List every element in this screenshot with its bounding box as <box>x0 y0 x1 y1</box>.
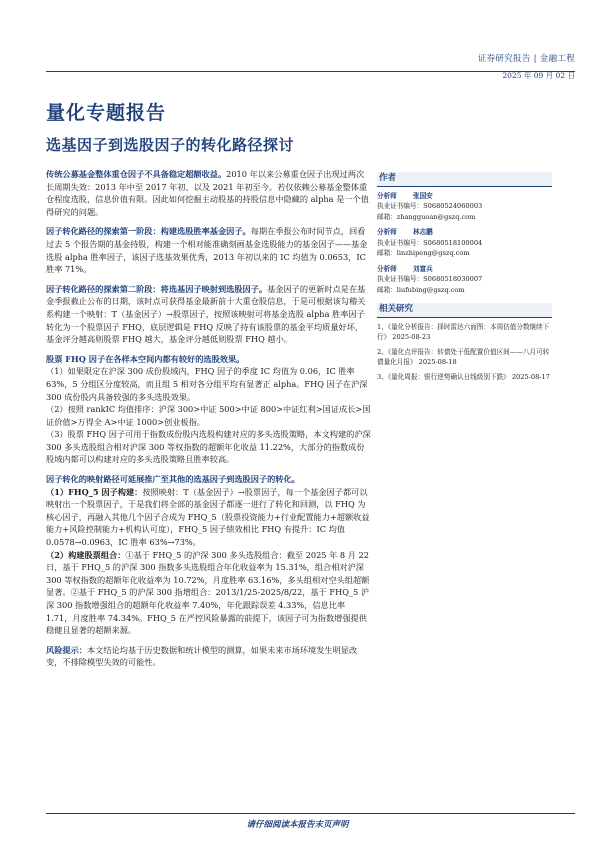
report-date: 2025 年 09 月 02 日 <box>502 71 575 80</box>
list-item: （2）按照 rankIC 均值排序：沪深 300>中证 500>中证 800>中证红利>国证成长>国证价值>万得全 A>中证 1000>创业板指。 <box>46 404 371 427</box>
related-research-link[interactable]: 3、《量化周报：银行逆势确认日线级别下跌》 2025-08-17 <box>377 372 550 381</box>
license-label: 执业证书编号： <box>377 238 424 247</box>
summary-column <box>46 168 371 676</box>
analyst-role: 分析师 <box>377 191 397 200</box>
paragraph-text: 每期在季报公布时间节点，回看过去 5 个报告期的基金持股，构建一个相对能准确刻画基金选股能力的基金因子——基金选股 alpha 胜率因子，该因子选基效果优秀，2013 年初以来的 IC 均值为 0.0653，IC 胜率 71%。 <box>46 226 368 275</box>
email-label: 邮箱： <box>377 212 397 221</box>
report-type-heading: 量化专题报告 <box>46 102 167 124</box>
analyst-email: liufubing@gszq.com <box>396 285 465 294</box>
paragraph-text: 基金因子的更新时点是在基金季报截止公布的日期，该时点可获得基金最新前十大重仓股信息，于是可根据该勾稽关系构建一个映射：T（基金因子）→股票因子，按照该映射可将基金选股 alpha 胜率因子转化为一个股票因子 FHQ，底层逻辑是 FHQ 反映了持有该股票的基金平均质量好坏，基金评分越高则股票 FHQ 越大，基金评分越低则股票 FHQ 越小。 <box>46 283 366 345</box>
analyst-name: 刘富兵 <box>413 264 433 273</box>
paragraph-text: 2010 年以来公募重仓因子出现过两次长周期失效：2013 年中至 2017 年初、以及 2021 年初至今。若仅依赖公募基金整体重仓程度选股，信息价值有限。因此如何挖掘主动股基的持股信息中隐藏的 alpha 是一个值得研究的问题。 <box>46 169 369 217</box>
related-research-link[interactable]: 2、《量化点评报告：转债处于低配置价值区间——八月可转债量化月报》 2025-08-18 <box>377 347 550 366</box>
paragraph-lead: 因子转化路径的探索第二阶段：将选基因子映射到选股因子。 <box>46 283 268 294</box>
section-subheading: 股票 FHQ 因子在各样本空间内都有较好的选股效果。 <box>46 353 245 364</box>
footer-disclaimer: 请仔细阅读本报告末页声明 <box>246 820 349 830</box>
email-label: 邮箱： <box>377 285 397 294</box>
page-title: 选基因子到选股因子的转化路径探讨 <box>46 136 295 154</box>
list-item: （3）股票 FHQ 因子可用于指数成份股内选股构建对应的多头选股策略，本文构建的沪深 300 多头选股组合相对沪深 300 等权指数的超额年化收益 11.22%，大部分的指数成份股域内都可以构建对应的多头选股策略且胜率较高。 <box>46 429 371 465</box>
paragraph-fhq-effect <box>46 353 371 466</box>
analyst-name: 林志鹏 <box>413 228 433 236</box>
analyst-card <box>377 227 552 259</box>
license-number: S0680524060003 <box>423 202 483 210</box>
paragraph-extension <box>46 473 371 637</box>
header-divider <box>46 71 575 72</box>
paragraph-risk <box>46 644 371 669</box>
authors-heading: 作者 <box>377 172 552 187</box>
analyst-email: zhangguoan@gszq.com <box>396 212 476 221</box>
related-research-heading: 相关研究 <box>377 303 552 318</box>
item-title: （2）构建股票组合： <box>46 549 126 560</box>
item-title: （1）FHQ_5 因子构建： <box>46 486 143 497</box>
footer-divider <box>46 813 575 814</box>
section-subheading: 因子转化的映射路径可延展推广至其他的选基因子到选股因子的转化。 <box>46 474 300 485</box>
analyst-email: linzhipeng@gszq.com <box>396 249 470 257</box>
license-number: S0680518030007 <box>423 275 483 283</box>
analyst-name: 张国安 <box>413 191 433 200</box>
list-item <box>46 549 371 637</box>
related-research-link[interactable]: 1、《量化分析报告：择时雷达六面图：本周估值分数继续下行》 2025-08-23 <box>377 322 550 341</box>
paragraph-stage-two <box>46 283 371 346</box>
sidebar <box>377 172 552 386</box>
paragraph-stage-one <box>46 225 371 275</box>
paragraph-overview <box>46 168 371 218</box>
header-meta-block <box>478 52 575 81</box>
analyst-role: 分析师 <box>377 264 397 273</box>
item-text: ①基于 FHQ_5 的沪深 300 多头选股组合：截至 2025 年 8 月 22 日，基于 FHQ_5 的沪深 300 指数多头选股组合年化收益率为 15.31%，组合相对沪深 300 等权指数的超额年化收益率为 10.72%，月度胜率 63.16%，多头组相对空头组超额显著。②基于 FHQ_5 的沪深 300 指增组合：2013/1/25-2025/8/22，基于 FHQ_5 沪深 300 指数增强组合的超额年化收益率 7.40%，年化跟踪误差 4.33%，信息比率 1.71，月度胜率 74.34%。FHQ_5 在严控风险暴露的前提下，该因子可为指数增强提供稳健且显著的超额来源。 <box>46 549 370 636</box>
analyst-card <box>377 264 552 296</box>
email-label: 邮箱： <box>377 249 397 257</box>
list-item <box>46 486 371 549</box>
license-label: 执业证书编号： <box>377 202 424 210</box>
risk-text: 本文结论均基于历史数据和统计模型的测算，如果未来市场环境发生明显改变，不排除模型失效的可能性。 <box>46 644 358 668</box>
list-item: （1）如果限定在沪深 300 成份股域内，FHQ 因子的季度 IC 均值为 0.06，IC 胜率 63%，5 分组区分度较高，而且组 5 相对各分组平均有显著正 alpha。FHQ 因子在沪深 300 成份股内具备较强的多头选股效果。 <box>46 366 368 402</box>
paragraph-lead: 传统公募基金整体重仓因子不具备稳定超额收益。 <box>46 169 227 179</box>
license-number: S0680518100004 <box>423 238 483 247</box>
item-text: 按照映射：T（基金因子）→股票因子，每一个基金因子都可以映射出一个股票因子，于是我们将全部的基金因子都逐一进行了转化和回测，以 FHQ 为核心因子，再融入其他几个因子合成为 FHQ_5（股票投资能力+行业配置能力+超额收益能力+风险控制能力+机构认可度），FHQ_5 因子绩效相比 FHQ 有提升：IC 均值 0.0578→0.0963，IC 胜率 63%→73%。 <box>46 486 370 548</box>
paragraph-lead: 因子转化路径的探索第一阶段：构建选股胜率基金因子。 <box>46 226 251 237</box>
report-category: 证券研究报告 | 金融工程 <box>477 54 575 64</box>
analyst-card <box>377 191 552 223</box>
analyst-role: 分析师 <box>377 228 397 236</box>
risk-label: 风险提示： <box>46 644 87 655</box>
license-label: 执业证书编号： <box>377 275 424 283</box>
